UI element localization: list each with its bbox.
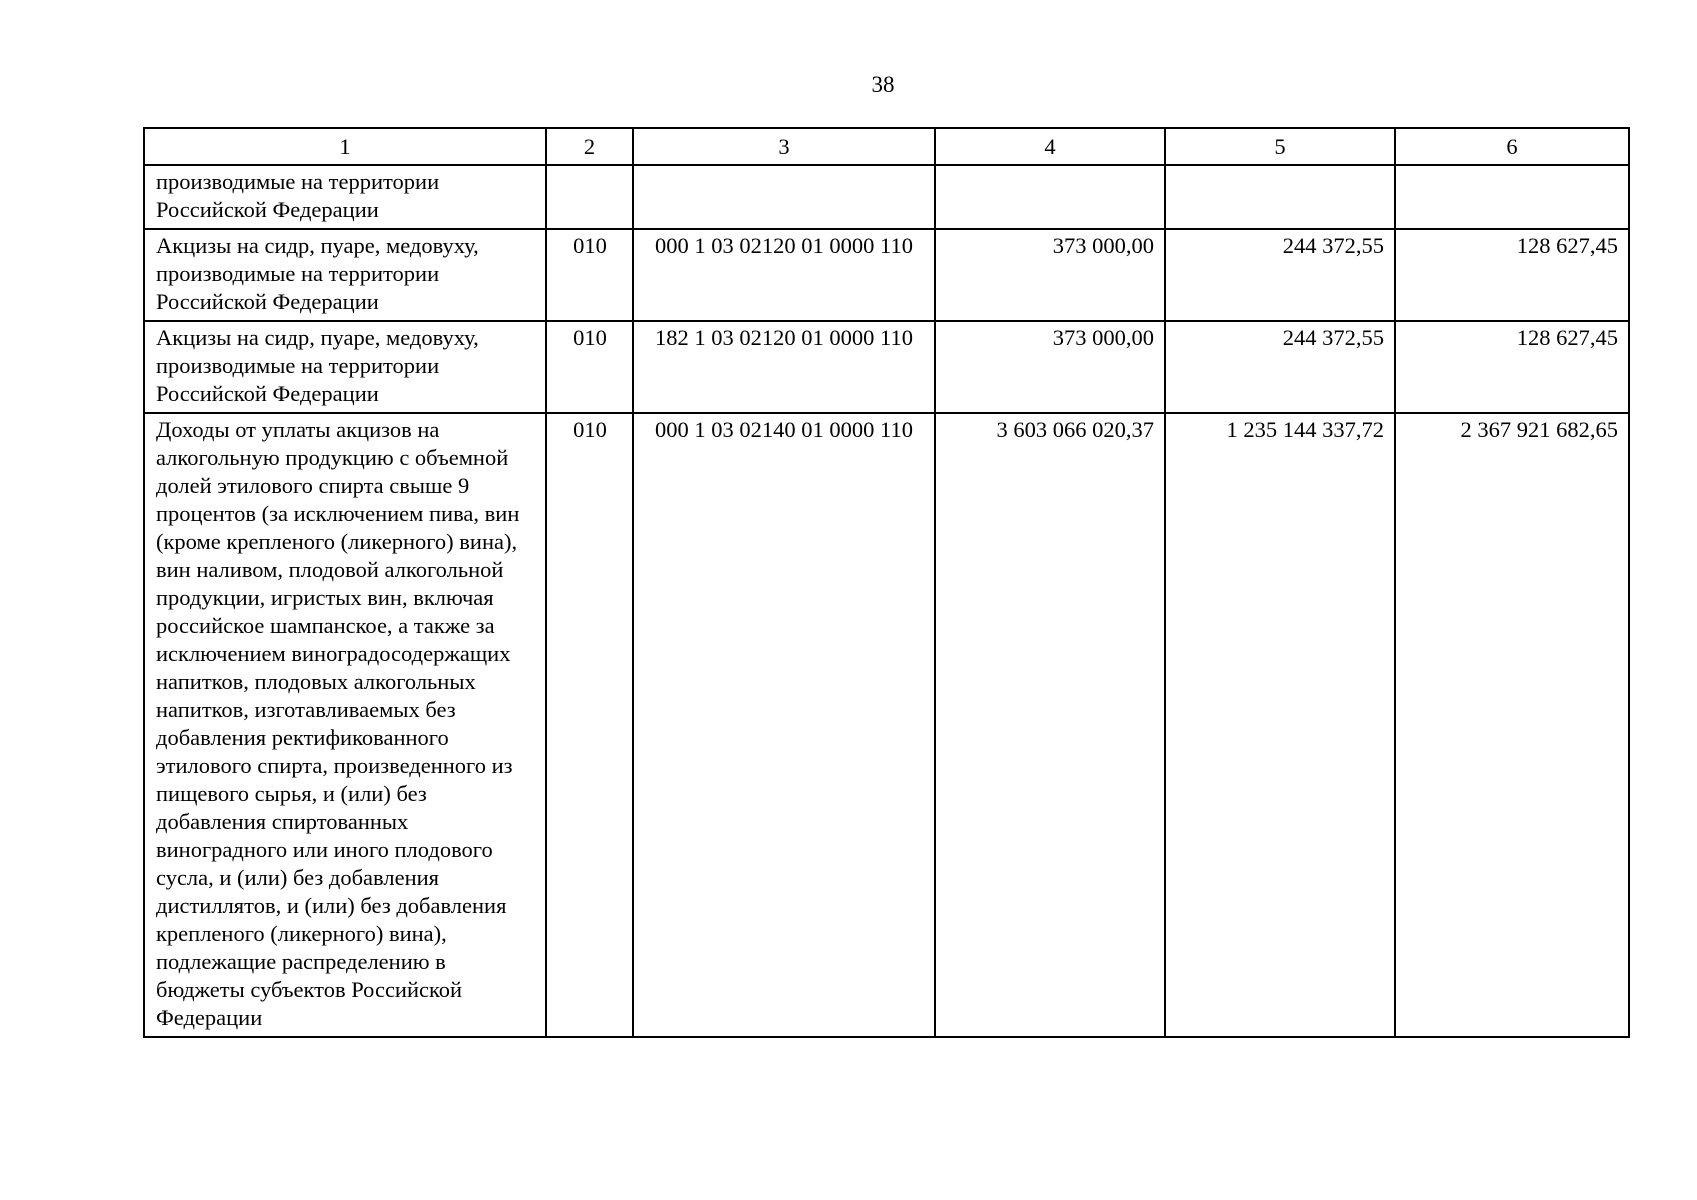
row-code-cell: 010 — [546, 321, 633, 413]
header-row — [144, 128, 1629, 165]
row-approved-cell — [935, 165, 1165, 229]
row-name-cell: Акцизы на сидр, пуаре, медовуху, производимые на территории Российской Федерации — [144, 321, 546, 413]
row-kbk-cell — [633, 165, 935, 229]
column-header-1: 1 — [144, 128, 546, 165]
column-header-6: 6 — [1395, 128, 1629, 165]
row-name-cell: Доходы от уплаты акцизов на алкогольную продукцию с объемной долей этилового спирта свыше 9 процентов (за исключением пива, вин (кроме крепленого (ликерного) вина), вин наливом, плодовой алкогольной продукции, игристых вин, включая российское шампанское, а также за исключением виноградосодержащих напитков, плодовых алкогольных напитков, изготавливаемых без добавления ректификованного этилового спирта, произведенного из пищевого сырья, и (или) без добавления спиртованных виноградного или иного плодового сусла, и (или) без добавления дистиллятов, и (или) без добавления крепленого (ликерного) вина), подлежащие распределению в бюджеты субъектов Российской Федерации — [144, 413, 546, 1037]
revenue-table — [143, 127, 1630, 1038]
row-code-cell: 010 — [546, 229, 633, 321]
row-kbk-cell: 000 1 03 02140 01 0000 110 — [633, 413, 935, 1037]
row-kbk-cell: 000 1 03 02120 01 0000 110 — [633, 229, 935, 321]
row-unexecuted-cell: 2 367 921 682,65 — [1395, 413, 1629, 1037]
column-header-3: 3 — [633, 128, 935, 165]
table-row — [144, 165, 1629, 229]
row-executed-cell: 244 372,55 — [1165, 321, 1395, 413]
row-name-cell: производимые на территории Российской Федерации — [144, 165, 546, 229]
row-name-cell: Акцизы на сидр, пуаре, медовуху, производимые на территории Российской Федерации — [144, 229, 546, 321]
row-unexecuted-cell: 128 627,45 — [1395, 229, 1629, 321]
row-executed-cell: 1 235 144 337,72 — [1165, 413, 1395, 1037]
row-executed-cell — [1165, 165, 1395, 229]
page-number: 38 — [871, 72, 895, 97]
row-code-cell: 010 — [546, 413, 633, 1037]
row-approved-cell: 373 000,00 — [935, 321, 1165, 413]
row-kbk-cell: 182 1 03 02120 01 0000 110 — [633, 321, 935, 413]
row-unexecuted-cell: 128 627,45 — [1395, 321, 1629, 413]
column-header-2: 2 — [546, 128, 633, 165]
table-row — [144, 229, 1629, 321]
column-header-4: 4 — [935, 128, 1165, 165]
table-row — [144, 413, 1629, 1037]
row-unexecuted-cell — [1395, 165, 1629, 229]
table-row — [144, 321, 1629, 413]
column-header-5: 5 — [1165, 128, 1395, 165]
row-executed-cell: 244 372,55 — [1165, 229, 1395, 321]
row-approved-cell: 3 603 066 020,37 — [935, 413, 1165, 1037]
row-approved-cell: 373 000,00 — [935, 229, 1165, 321]
row-code-cell — [546, 165, 633, 229]
